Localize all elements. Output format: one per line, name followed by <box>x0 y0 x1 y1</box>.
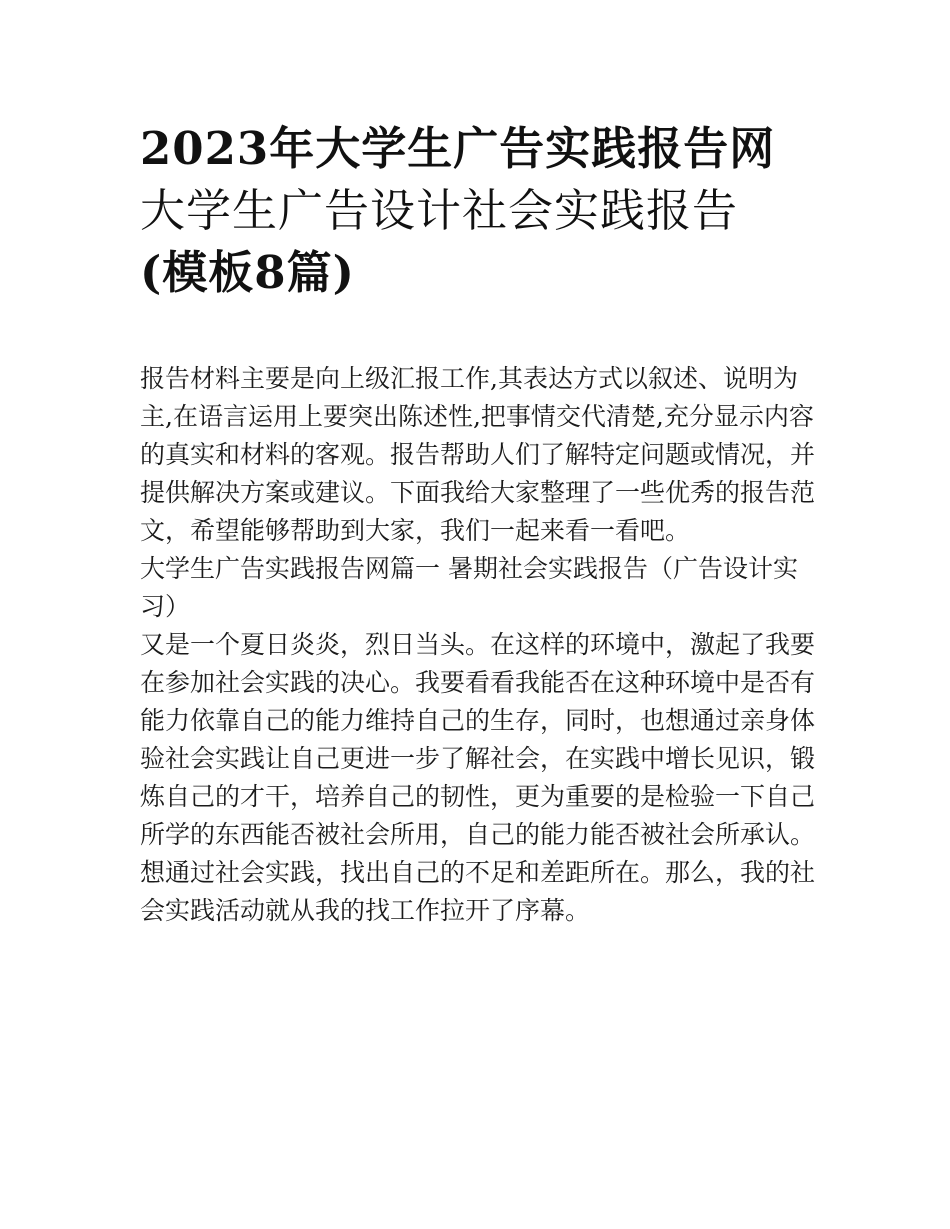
intro-paragraph <box>140 360 820 550</box>
intro-line: 主,在语言运用上要突出陈述性,把事情交代清楚,充分显示内容 <box>140 402 814 431</box>
intro-line: 提供解决方案或建议。下面我给大家整理了一些优秀的报告范 <box>140 478 816 507</box>
intro-line: 报告材料主要是向上级汇报工作,其表达方式以叙述、说明为 <box>140 364 798 393</box>
paragraph-line: 验社会实践让自己更进一步了解社会，在实践中增长见识，锻 <box>140 744 816 773</box>
section-heading <box>140 550 820 626</box>
document-body <box>140 360 820 930</box>
paragraph-line: 会实践活动就从我的找工作拉开了序幕。 <box>140 896 591 925</box>
intro-line: 的真实和材料的客观。报告帮助人们了解特定问题或情况，并 <box>140 440 816 469</box>
paragraph-line: 又是一个夏日炎炎，烈日当头。在这样的环境中，激起了我要 <box>140 630 816 659</box>
document-title <box>140 118 830 304</box>
paragraph-line: 所学的东西能否被社会所用，自己的能力能否被社会所承认。 <box>140 820 816 849</box>
title-line-1: 2023年大学生广告实践报告网 <box>140 122 776 175</box>
body-paragraph <box>140 626 820 930</box>
paragraph-line: 能力依靠自己的能力维持自己的生存，同时，也想通过亲身体 <box>140 706 816 735</box>
paragraph-line: 在参加社会实践的决心。我要看看我能否在这种环境中是否有 <box>140 668 816 697</box>
section-heading-line: 习） <box>140 592 191 621</box>
intro-line: 文，希望能够帮助到大家，我们一起来看一看吧。 <box>140 516 691 545</box>
paragraph-line: 炼自己的才干，培养自己的韧性，更为重要的是检验一下自己 <box>140 782 816 811</box>
section-heading-line: 大学生广告实践报告网篇一 暑期社会实践报告（广告设计实 <box>140 554 798 583</box>
paragraph-line: 想通过社会实践，找出自己的不足和差距所在。那么，我的社 <box>140 858 816 887</box>
title-line-3: (模板8篇) <box>140 246 355 299</box>
title-line-2: 大学生广告设计社会实践报告 <box>140 184 739 237</box>
